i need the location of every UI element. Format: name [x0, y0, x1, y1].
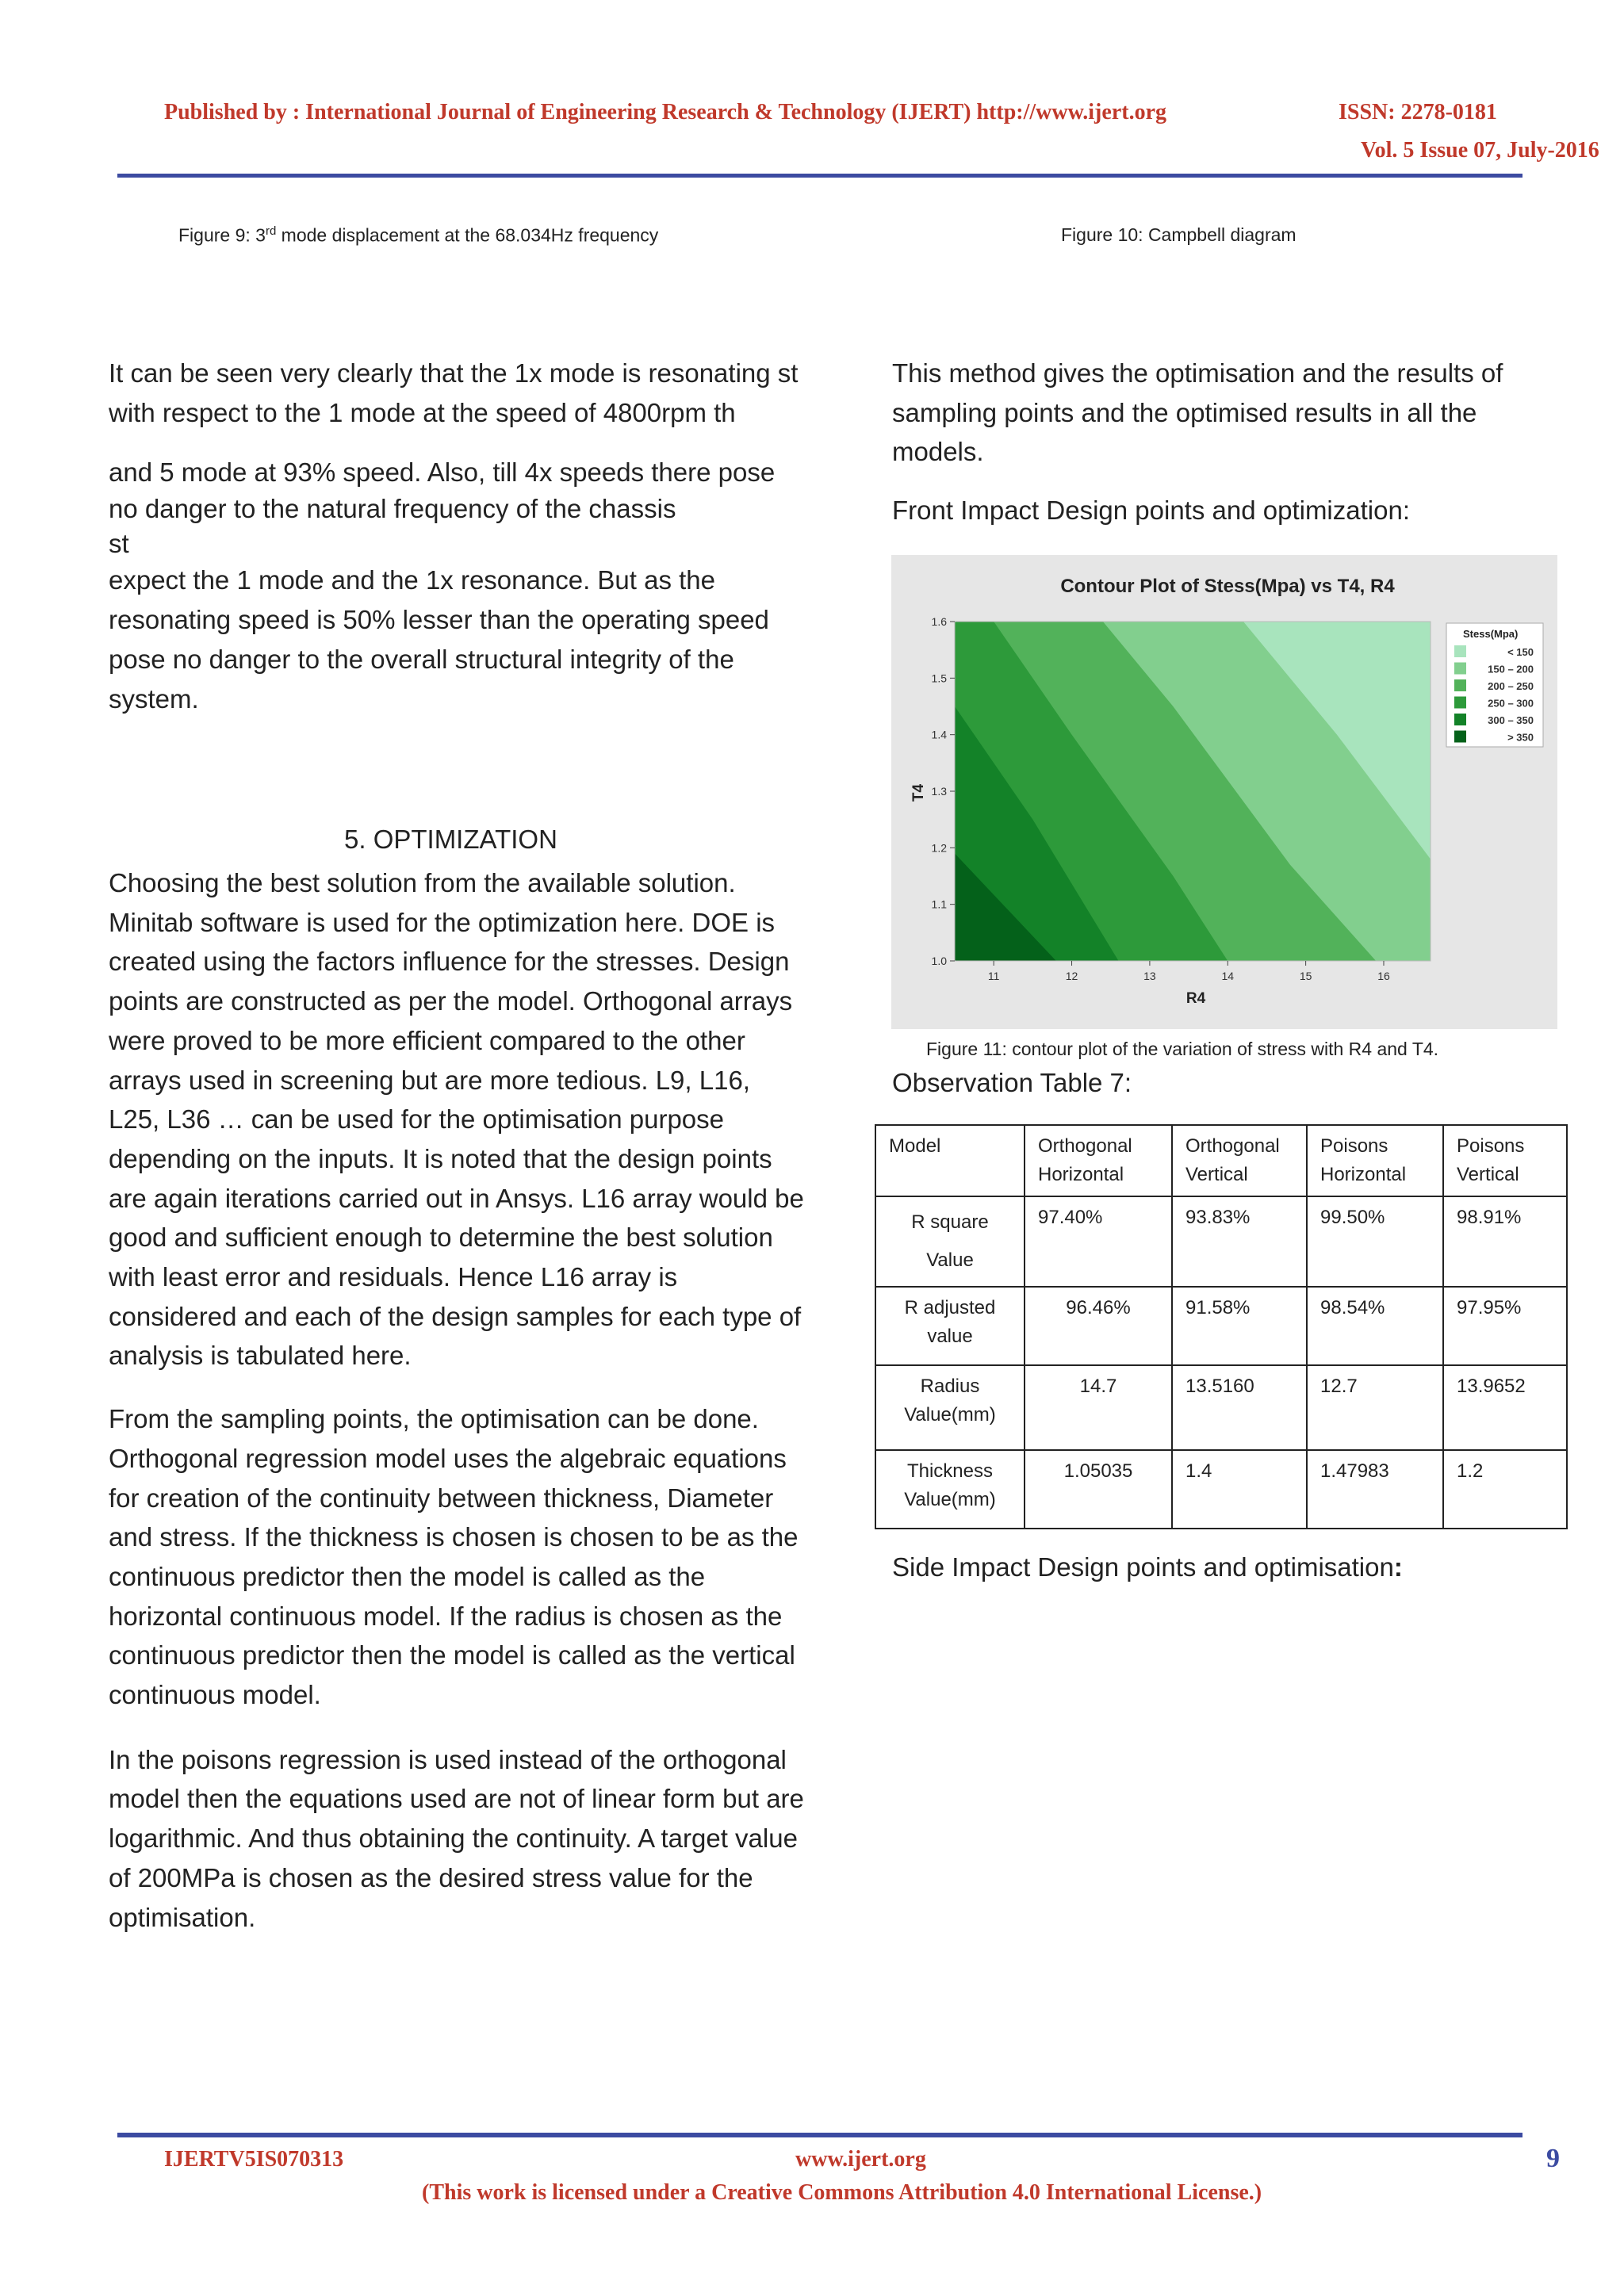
- table-cell: 12.7: [1307, 1365, 1443, 1450]
- table-cell: 14.7: [1025, 1365, 1172, 1450]
- table-cell: 13.9652: [1443, 1365, 1567, 1450]
- table-row: [875, 1287, 1567, 1365]
- legend-label: > 350: [1507, 731, 1534, 744]
- table-row: [875, 1365, 1567, 1450]
- paragraph: st: [109, 529, 129, 559]
- table-heading: Observation Table 7:: [892, 1068, 1132, 1097]
- right-column-para: This method gives the optimisation and the results of sampling points and the optimised results in all the models.: [892, 358, 1503, 467]
- legend-swatch: [1454, 645, 1466, 657]
- chart-legend: [1446, 623, 1543, 747]
- table-cell: 1.2: [1443, 1450, 1567, 1529]
- table-cell: 1.05035: [1025, 1450, 1172, 1529]
- paragraph: In the poisons regression is used instead of the orthogonal model then the equations used are not of linear form but are logarithmic. And thus obtaining the continuity. A target value of 200MPa is chosen as the desired stress value for the optimisation.: [109, 1744, 804, 1932]
- left-column: [109, 354, 806, 718]
- footer-rule: [117, 2133, 1522, 2137]
- table-cell: 98.91%: [1443, 1196, 1567, 1287]
- x-tick-label: 13: [1143, 970, 1156, 982]
- x-tick-label: 11: [987, 970, 1000, 982]
- table-header-cell: Orthogonal Horizontal: [1025, 1125, 1172, 1196]
- legend-label: < 150: [1507, 646, 1534, 658]
- x-tick-label: 14: [1221, 970, 1235, 982]
- row-label: R adjusted value: [875, 1287, 1025, 1365]
- row-label: Radius Value(mm): [875, 1365, 1025, 1450]
- y-tick-label: 1.4: [931, 728, 947, 741]
- table-cell: 1.4: [1172, 1450, 1307, 1529]
- front-impact-heading: Front Impact Design points and optimization:: [892, 496, 1410, 525]
- y-tick-label: 1.6: [931, 615, 947, 628]
- table-cell: 97.95%: [1443, 1287, 1567, 1365]
- table-header-cell: Poisons Horizontal: [1307, 1125, 1443, 1196]
- volume-issue: Vol. 5 Issue 07, July-2016: [1361, 138, 1599, 163]
- table-cell: 98.54%: [1307, 1287, 1443, 1365]
- legend-label: 200 – 250: [1488, 680, 1534, 692]
- footer-paper-id: IJERTV5IS070313: [164, 2147, 344, 2172]
- footer-website: www.ijert.org: [795, 2147, 926, 2172]
- table-header-row: [875, 1125, 1567, 1196]
- table-cell: 13.5160: [1172, 1365, 1307, 1450]
- paragraph: It can be seen very clearly that the 1x mode is resonating st with respect to the 1 mode at the speed of 4800rpm th: [109, 358, 799, 427]
- x-tick-label: 12: [1065, 970, 1078, 982]
- legend-swatch: [1454, 697, 1466, 709]
- table-cell: 93.83%: [1172, 1196, 1307, 1287]
- table-cell: 96.46%: [1025, 1287, 1172, 1365]
- legend-label: 250 – 300: [1488, 697, 1534, 710]
- journal-header: Published by : International Journal of Engineering Research & Technology (IJERT) http://www.ijert.org: [164, 100, 1166, 124]
- table-header-cell: Model: [875, 1125, 1025, 1196]
- row-label: R square Value: [875, 1196, 1025, 1287]
- legend-swatch: [1454, 731, 1466, 743]
- table-cell: 99.50%: [1307, 1196, 1443, 1287]
- table-row: [875, 1450, 1567, 1529]
- x-tick-label: 16: [1377, 970, 1390, 982]
- section-heading: 5. OPTIMIZATION: [344, 825, 557, 854]
- y-tick-label: 1.5: [931, 672, 947, 685]
- legend-label: 300 – 350: [1488, 714, 1534, 726]
- legend-label: 150 – 200: [1488, 663, 1534, 675]
- y-tick-label: 1.0: [931, 955, 947, 967]
- table-cell: 91.58%: [1172, 1287, 1307, 1365]
- figure9-caption: Figure 9: 3rd mode displacement at the 68.034Hz frequency: [178, 224, 659, 246]
- contour-plot-svg: [891, 555, 1557, 1029]
- paragraph: and 5 mode at 93% speed. Also, till 4x speeds there pose no danger to the natural frequency of the chassis: [109, 457, 776, 524]
- figure11-caption: Figure 11: contour plot of the variation of stress with R4 and T4.: [926, 1039, 1439, 1059]
- table-header-cell: Poisons Vertical: [1443, 1125, 1567, 1196]
- legend-swatch: [1454, 663, 1466, 675]
- legend-swatch: [1454, 679, 1466, 691]
- table-header-cell: Orthogonal Vertical: [1172, 1125, 1307, 1196]
- x-tick-label: 15: [1299, 970, 1312, 982]
- y-tick-label: 1.3: [931, 785, 947, 798]
- issn: ISSN: 2278-0181: [1339, 100, 1497, 124]
- contour-chart: [891, 555, 1557, 1029]
- figure10-caption: Figure 10: Campbell diagram: [1061, 224, 1297, 245]
- page-number: 9: [1546, 2144, 1560, 2173]
- chart-title: Contour Plot of Stess(Mpa) vs T4, R4: [1060, 576, 1395, 597]
- legend-title: Stess(Mpa): [1463, 628, 1519, 640]
- y-tick-label: 1.1: [931, 897, 947, 911]
- row-label: Thickness Value(mm): [875, 1450, 1025, 1529]
- footer-license: (This work is licensed under a Creative Commons Attribution 4.0 International License.): [422, 2180, 1262, 2205]
- table-row: [875, 1196, 1567, 1287]
- y-tick-label: 1.2: [931, 841, 947, 855]
- side-impact-heading: Side Impact Design points and optimisation:: [892, 1552, 1403, 1582]
- header-rule: [117, 174, 1522, 178]
- y-axis-label: T4: [910, 783, 927, 802]
- table-cell: 97.40%: [1025, 1196, 1172, 1287]
- observation-table: [875, 1124, 1568, 1529]
- paragraph: expect the 1 mode and the 1x resonance. But as the resonating speed is 50% lesser than the operating speed pose no danger to the overall structural integrity of the system.: [109, 565, 769, 714]
- paragraph: Choosing the best solution from the available solution. Minitab software is used for the optimization here. DOE is created using the factors influence for the stresses. Design points are constructed as per the model. Orthogonal arrays were proved to be more efficient compared to the other arrays used in screening but are more tedious. L9, L16, L25, L36 … can be used for the optimisation purpose depending on the inputs. It is noted that the design points are again iterations carried out in Ansys. L16 array would be good and sufficient enough to determine the best solution with least error and residuals. Hence L16 array is considered and each of the design samples for each type of analysis is tabulated here.: [109, 868, 804, 1371]
- paragraph: From the sampling points, the optimisation can be done. Orthogonal regression model uses the algebraic equations for creation of the continuity between thickness, Diameter and stress. If the thickness is chosen is chosen to be as the continuous predictor then the model is called as the horizontal continuous model. If the radius is chosen as the continuous predictor then the model is called as the vertical continuous model.: [109, 1404, 799, 1710]
- x-axis-label: R4: [1185, 990, 1206, 1007]
- legend-swatch: [1454, 714, 1466, 725]
- left-column-lower: [109, 863, 806, 1937]
- table-cell: 1.47983: [1307, 1450, 1443, 1529]
